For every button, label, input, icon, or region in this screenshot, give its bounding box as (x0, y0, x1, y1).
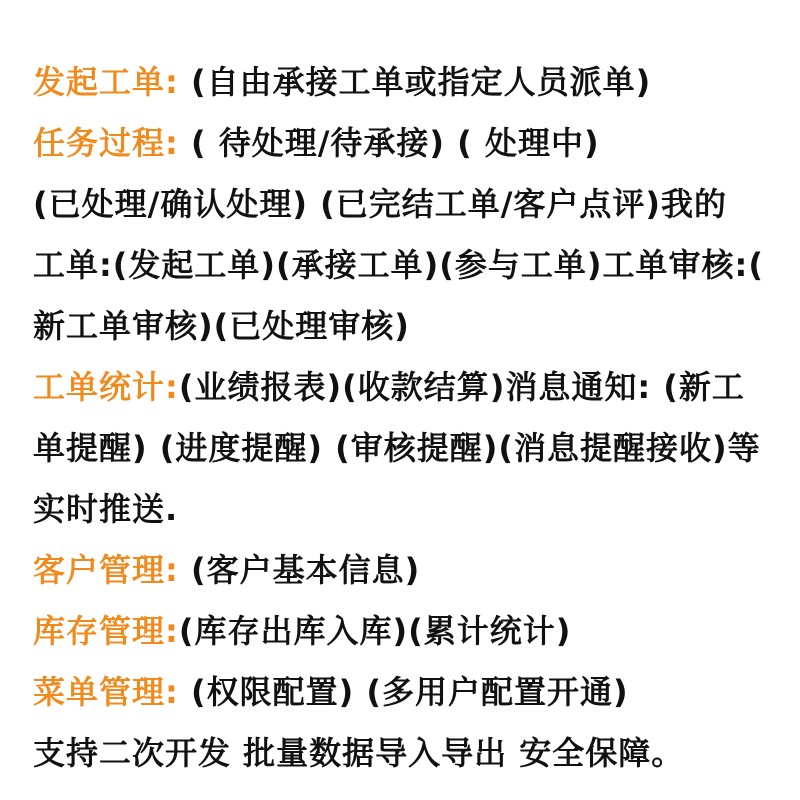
line-text: 支持二次开发 批量数据导入导出 安全保障。 (33, 734, 685, 772)
line-text: (客户基本信息) (178, 551, 421, 589)
line-text: (业绩报表)(收款结算)消息通知: (新工 (178, 368, 745, 406)
line-inventory-management (33, 601, 778, 662)
line-text-7 (33, 418, 778, 479)
line-text: (权限配置) (多用户配置开通) (178, 673, 629, 711)
line-menu-management (33, 662, 778, 723)
line-text: (已处理/确认处理) (已完结工单/客户点评)我的 (33, 185, 728, 223)
line-text: 工单:(发起工单)(承接工单)(参与工单)工单审核:( (33, 246, 764, 284)
section-label-customer-management: 客户管理: (33, 551, 179, 589)
section-label-task-process: 任务过程: (33, 124, 179, 162)
line-text-3 (33, 174, 778, 235)
line-text: 新工单审核)(已处理审核) (33, 307, 410, 345)
line-text-12 (33, 723, 778, 784)
line-text: 单提醒) (进度提醒) (审核提醒)(消息提醒接收)等 (33, 429, 761, 467)
line-text-5 (33, 296, 778, 357)
line-text: (库存出库入库)(累计统计) (178, 612, 572, 650)
section-label-inventory-management: 库存管理: (33, 612, 179, 650)
section-label-ticket-stats: 工单统计: (33, 368, 179, 406)
line-text-4 (33, 235, 778, 296)
line-ticket-stats (33, 357, 778, 418)
section-label-menu-management: 菜单管理: (33, 673, 179, 711)
line-task-process (33, 113, 778, 174)
section-label-create-ticket: 发起工单: (33, 63, 179, 101)
line-customer-management (33, 540, 778, 601)
line-text: 实时推送. (33, 490, 179, 528)
line-create-ticket (33, 52, 778, 113)
feature-description (33, 52, 778, 784)
line-text-8 (33, 479, 778, 540)
line-text: ( 待处理/待承接) ( 处理中) (178, 124, 600, 162)
line-text: (自由承接工单或指定人员派单) (178, 63, 652, 101)
